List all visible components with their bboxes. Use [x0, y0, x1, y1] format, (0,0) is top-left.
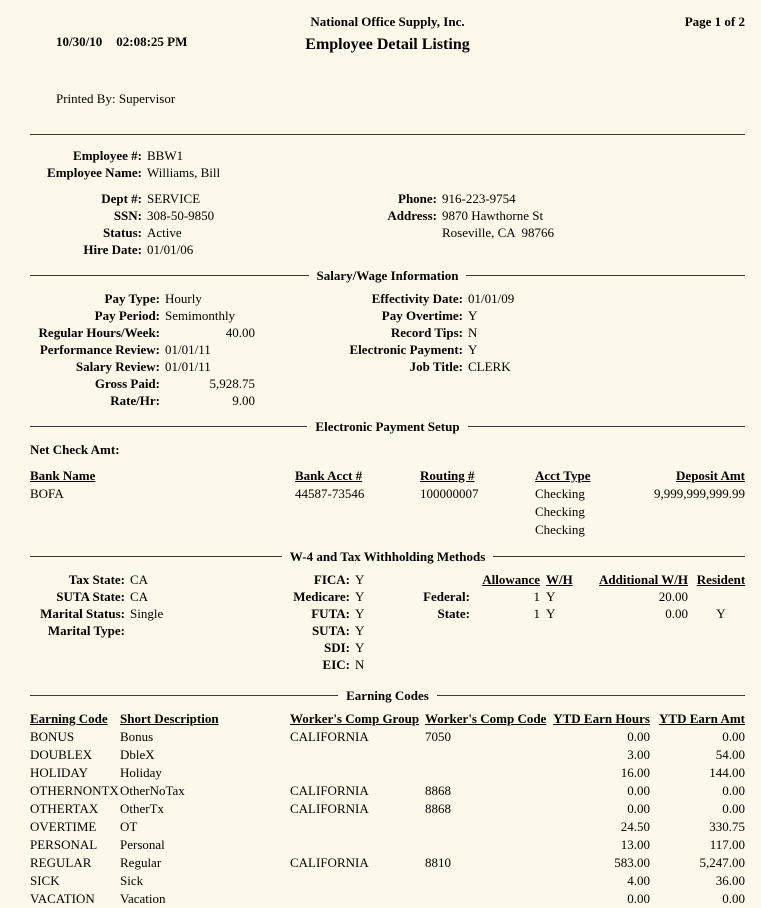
short-description-cell: OtherNoTax [120, 783, 185, 798]
salary-left-fields [30, 290, 320, 409]
w4-state-fields [30, 571, 163, 639]
bank-table-body [30, 485, 745, 539]
wh-cell: Y [546, 606, 556, 621]
routing-cell: 100000007 [420, 486, 479, 501]
employee-detail-wrap [30, 190, 745, 258]
print-date: 10/30/10 [56, 34, 103, 49]
salary-right-fields [320, 290, 514, 409]
field-label: Electronic Payment: [349, 342, 463, 357]
field-row [30, 341, 320, 358]
field-value: Williams, Bill [147, 165, 221, 180]
field-value-numeric [211, 341, 301, 358]
net-check-amt-label: Net Check Amt: [30, 442, 120, 457]
ytd-hours-cell: 0.00 [627, 783, 650, 798]
short-description-header: Short Description [120, 711, 219, 726]
allowance-cell: 1 [533, 589, 540, 604]
printed-by [30, 72, 230, 126]
field-label: Employee Name: [47, 165, 142, 180]
earnings-section-title: Earning Codes [346, 688, 429, 703]
field-row [320, 324, 514, 341]
ytd-amt-cell: 117.00 [709, 837, 745, 852]
print-datetime [30, 12, 230, 72]
field-row [258, 605, 364, 622]
ytd-hours-cell: 4.00 [627, 873, 650, 888]
earnings-divider [30, 687, 745, 704]
ytd-amt-cell: 36.00 [715, 873, 745, 888]
ytd-amt-cell: 330.75 [709, 819, 745, 834]
employee-id-fields [30, 147, 745, 181]
field-row [258, 571, 364, 588]
earnings-row [30, 854, 745, 872]
earnings-row [30, 800, 745, 818]
ytd-hours-cell: 0.00 [627, 801, 650, 816]
field-row [30, 164, 745, 181]
salary-section-divider [30, 267, 745, 284]
ytd-amt-cell: 0.00 [722, 801, 745, 816]
field-value: Single [130, 606, 164, 621]
field-label: Marital Type: [47, 623, 125, 638]
comp-group-cell [290, 890, 425, 908]
field-value: Y [355, 572, 365, 587]
page-indicator: Page 1 of 2 [684, 14, 745, 29]
bank-name-cell: BOFA [30, 486, 64, 501]
withholding-table-header [422, 571, 748, 588]
allowance-header: Allowance [482, 572, 540, 587]
field-label: Effectivity Date: [371, 291, 463, 306]
salary-section [30, 290, 745, 409]
short-description-cell: Bonus [120, 729, 154, 744]
divider-line [30, 695, 338, 696]
header-right [545, 12, 745, 126]
salary-section-title: Salary/Wage Information [316, 268, 459, 283]
bank-acct-cell [295, 521, 420, 539]
bank-acct-header: Bank Acct # [295, 468, 363, 483]
wh-cell: Y [546, 589, 556, 604]
field-value-numeric: 40.00 [225, 325, 255, 340]
divider-line [30, 426, 307, 427]
printed-by-value: Supervisor [118, 91, 176, 106]
field-value: Y [355, 623, 365, 638]
comp-group-cell: CALIFORNIA [290, 729, 369, 744]
field-value: 01/01/06 [147, 242, 194, 257]
electronic-payment-section [30, 441, 745, 539]
field-row [30, 241, 745, 258]
field-row [320, 358, 514, 375]
ytd-hours-cell: 0.00 [627, 729, 650, 744]
deposit-amt-cell [647, 503, 745, 521]
field-label: Pay Type: [104, 291, 160, 306]
earnings-row [30, 782, 745, 800]
field-row [30, 147, 745, 164]
acct-type-header: Acct Type [535, 468, 591, 483]
field-value: Y [355, 589, 365, 604]
w4-section-title: W-4 and Tax Withholding Methods [289, 549, 486, 564]
short-description-cell: OT [120, 819, 138, 834]
ytd-hours-cell: 13.00 [620, 837, 650, 852]
comp-code-cell: 7050 [425, 729, 451, 744]
earning-code-cell: BONUS [30, 729, 75, 744]
divider-line [437, 695, 745, 696]
short-description-cell: Personal [120, 837, 165, 852]
field-row [382, 190, 554, 207]
comp-code-cell [425, 872, 550, 890]
w4-section [30, 571, 745, 678]
comp-group-cell [290, 764, 425, 782]
field-label: FUTA: [311, 606, 350, 621]
earnings-row [30, 746, 745, 764]
field-label: Hire Date: [83, 242, 142, 257]
field-value: N [355, 657, 365, 672]
ytd-hours-cell: 24.50 [620, 819, 650, 834]
field-value: 01/01/11 [165, 359, 211, 374]
deposit-amt-cell: 9,999,999,999.99 [654, 486, 745, 501]
field-label: SSN: [113, 208, 142, 223]
bank-acct-cell: 44587-73546 [295, 486, 365, 501]
field-value-numeric [202, 290, 292, 307]
field-value: N [468, 325, 478, 340]
field-row [258, 656, 364, 673]
field-value: Hourly [165, 291, 202, 306]
header-center [230, 12, 545, 126]
earnings-row [30, 728, 745, 746]
field-value: SERVICE [147, 191, 201, 206]
printed-by-label: Printed By: [56, 91, 116, 106]
ytd-hours-cell: 3.00 [627, 747, 650, 762]
field-value-numeric [211, 358, 301, 375]
acct-type-cell: Checking [535, 522, 585, 537]
short-description-cell: Sick [120, 873, 144, 888]
acct-type-cell: Checking [535, 486, 585, 501]
field-value: Y [355, 640, 365, 655]
earning-code-cell: OVERTIME [30, 819, 97, 834]
field-row [30, 605, 163, 622]
field-label: Salary Review: [75, 359, 160, 374]
bank-acct-cell [295, 503, 420, 521]
field-label: Medicare: [293, 589, 350, 604]
bank-row [30, 503, 745, 521]
short-description-cell: Vacation [120, 891, 166, 906]
field-label: Rate/Hr: [110, 393, 160, 408]
ytd-amt-header: YTD Earn Amt [659, 711, 745, 726]
comp-group-cell [290, 818, 425, 836]
field-label: FICA: [313, 572, 350, 587]
field-label [382, 224, 437, 241]
field-label: Regular Hours/Week: [38, 325, 160, 340]
field-row [30, 358, 320, 375]
field-row [30, 307, 320, 324]
allowance-cell: 1 [533, 606, 540, 621]
field-value-numeric [235, 307, 320, 324]
ytd-amt-cell: 0.00 [722, 891, 745, 906]
field-row [258, 639, 364, 656]
field-label: SUTA: [311, 623, 350, 638]
field-row [382, 224, 554, 241]
additional-wh-header: Additional W/H [599, 572, 688, 587]
resident-header: Resident [696, 572, 746, 587]
comp-group-header: Worker's Comp Group [290, 711, 420, 726]
withholding-row-label: State: [437, 606, 470, 621]
short-description-cell: OtherTx [120, 801, 165, 816]
earning-code-cell: REGULAR [30, 855, 92, 870]
earnings-row [30, 818, 745, 836]
comp-code-header: Worker's Comp Code [425, 711, 547, 726]
field-value: CLERK [468, 359, 511, 374]
employee-section [30, 147, 745, 258]
earnings-row [30, 872, 745, 890]
earnings-table-body [30, 728, 745, 908]
employee-contact-fields [382, 190, 554, 241]
short-description-cell: Regular [120, 855, 162, 870]
earning-code-cell: DOUBLEX [30, 747, 93, 762]
comp-group-cell [290, 746, 425, 764]
ytd-amt-cell: 0.00 [722, 783, 745, 798]
w4-divider [30, 548, 745, 565]
field-value: Y [355, 606, 365, 621]
ytd-amt-cell: 5,247.00 [699, 855, 745, 870]
comp-code-cell [425, 746, 550, 764]
comp-code-cell [425, 818, 550, 836]
earning-code-cell: SICK [30, 873, 60, 888]
withholding-table [422, 571, 748, 622]
deposit-amt-cell [647, 521, 745, 539]
electronic-payment-title: Electronic Payment Setup [315, 419, 460, 434]
earning-code-header: Earning Code [30, 711, 108, 726]
field-value: CA [130, 589, 149, 604]
comp-code-cell: 8868 [425, 783, 451, 798]
field-label: Status: [102, 225, 142, 240]
field-value [125, 622, 130, 639]
comp-group-cell: CALIFORNIA [290, 801, 369, 816]
short-description-cell: DbleX [120, 747, 155, 762]
earning-code-cell: OTHERNONTX [30, 783, 119, 798]
divider-line [493, 556, 745, 557]
ytd-amt-cell: 0.00 [722, 729, 745, 744]
field-label: SUTA State: [56, 589, 125, 604]
field-value: 9870 Hawthorne St [442, 208, 544, 223]
additional-wh-cell: 20.00 [658, 589, 688, 604]
ytd-amt-cell: 144.00 [709, 765, 745, 780]
field-label: Marital Status: [40, 606, 125, 621]
field-label: Pay Overtime: [381, 308, 463, 323]
routing-cell [420, 503, 535, 521]
field-row [30, 392, 320, 409]
report-header [30, 12, 745, 126]
comp-group-cell: CALIFORNIA [290, 855, 369, 870]
ytd-amt-cell: 54.00 [715, 747, 745, 762]
comp-group-cell: CALIFORNIA [290, 783, 369, 798]
w4-method-fields [258, 571, 364, 673]
routing-header: Routing # [420, 468, 475, 483]
field-label: Gross Paid: [94, 376, 160, 391]
bank-name-header: Bank Name [30, 468, 96, 483]
earnings-row [30, 764, 745, 782]
field-label: Tax State: [68, 572, 125, 587]
field-label: Dept #: [101, 191, 142, 206]
field-row [30, 571, 163, 588]
ytd-hours-cell: 583.00 [614, 855, 650, 870]
field-row [258, 622, 364, 639]
withholding-corner-cell [422, 571, 470, 588]
field-value: Y [468, 308, 478, 323]
field-value: CA [130, 572, 149, 587]
field-value: 01/01/11 [165, 342, 211, 357]
field-value: Semimonthly [165, 308, 236, 323]
field-label: Performance Review: [39, 342, 160, 357]
comp-group-cell [290, 872, 425, 890]
field-row [320, 290, 514, 307]
bank-row [30, 521, 745, 539]
field-value: Active [147, 225, 182, 240]
field-value: 308-50-9850 [147, 208, 215, 223]
wh-header: W/H [546, 572, 573, 587]
withholding-row-label: Federal: [423, 589, 470, 604]
comp-code-cell: 8868 [425, 801, 451, 816]
acct-type-cell: Checking [535, 504, 585, 519]
field-row [30, 290, 320, 307]
field-label: Job Title: [409, 359, 463, 374]
ytd-hours-cell: 0.00 [627, 891, 650, 906]
divider-line [30, 556, 282, 557]
field-value: 916-223-9754 [442, 191, 516, 206]
header-rule [30, 134, 745, 135]
field-label: Address: [387, 208, 437, 223]
withholding-row [422, 605, 748, 622]
bank-table-header [30, 467, 745, 485]
field-row [382, 207, 554, 224]
resident-cell: Y [716, 606, 726, 621]
report-title: Employee Detail Listing [305, 36, 470, 53]
field-value: Roseville, CA 98766 [442, 225, 554, 240]
field-label: Record Tips: [390, 325, 463, 340]
field-row [30, 588, 163, 605]
field-value: 01/01/09 [468, 291, 515, 306]
field-row [258, 588, 364, 605]
electronic-payment-divider [30, 418, 745, 435]
field-row [30, 622, 163, 639]
field-value-numeric: 5,928.75 [209, 376, 255, 391]
comp-code-cell: 8810 [425, 855, 451, 870]
field-label: EIC: [322, 657, 350, 672]
field-label: Pay Period: [94, 308, 160, 323]
divider-line [468, 426, 745, 427]
field-row [30, 375, 320, 392]
earning-code-cell: OTHERTAX [30, 801, 99, 816]
comp-code-cell [425, 764, 550, 782]
bank-row [30, 485, 745, 503]
field-value: BBW1 [147, 148, 184, 163]
ytd-hours-header: YTD Earn Hours [553, 711, 650, 726]
short-description-cell: Holiday [120, 765, 162, 780]
bank-name-cell [30, 503, 295, 521]
ytd-hours-cell: 16.00 [620, 765, 650, 780]
field-label: Phone: [398, 191, 437, 206]
bank-name-cell [30, 521, 295, 539]
divider-line [466, 275, 745, 276]
deposit-amt-header: Deposit Amt [676, 468, 745, 483]
company-name: National Office Supply, Inc. [310, 14, 465, 29]
resident-cell [694, 588, 748, 605]
additional-wh-cell: 0.00 [665, 606, 688, 621]
field-row [320, 341, 514, 358]
field-value-numeric: 9.00 [232, 393, 255, 408]
field-value: Y [468, 342, 478, 357]
field-label: SDI: [323, 640, 350, 655]
divider-line [30, 275, 309, 276]
earning-code-cell: HOLIDAY [30, 765, 89, 780]
earnings-table-header [30, 710, 745, 728]
field-label: Employee #: [73, 148, 142, 163]
withholding-row [422, 588, 748, 605]
earnings-row [30, 890, 745, 908]
routing-cell [420, 521, 535, 539]
earning-code-cell: VACATION [30, 891, 95, 906]
comp-code-cell [425, 890, 550, 908]
withholding-table-body [422, 588, 748, 622]
field-row [320, 307, 514, 324]
field-row [30, 324, 320, 341]
print-time: 02:08:25 PM [116, 34, 188, 49]
earning-code-cell: PERSONAL [30, 837, 98, 852]
earnings-section [30, 710, 745, 908]
header-left [30, 12, 230, 126]
